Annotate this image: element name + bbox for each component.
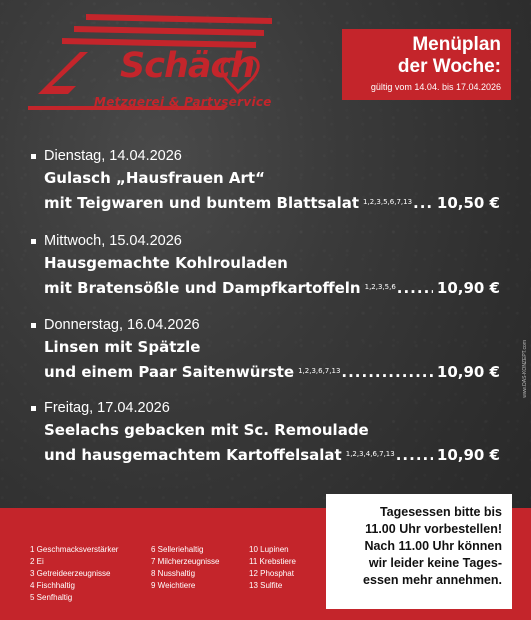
dish-name: Seelachs gebacken mit Sc. Remoulade: [44, 421, 369, 439]
menu-item: [30, 146, 500, 216]
allergen-entry: 2 Ei: [30, 557, 44, 566]
allergen-codes: 1,2,3,6,7,13: [298, 367, 341, 375]
dish-detail: [30, 360, 500, 385]
allergen-entry: 4 Fischhaltig: [30, 581, 75, 590]
leader-dots: [413, 191, 433, 216]
dish-side: und einem Paar Saitenwürste: [44, 363, 295, 381]
allergen-entry: 3 Getreideerzeugnisse: [30, 569, 111, 578]
allergen-entry: 6 Selleriehaltig: [151, 545, 204, 554]
allergen-column-2: [151, 544, 219, 592]
notice-line: Tagesessen bitte bis: [379, 505, 502, 519]
menu-item: [30, 398, 500, 468]
notice-line: 11.00 Uhr vorbestellen!: [365, 522, 502, 536]
allergen-entry: 1 Geschmacksverstärker: [30, 545, 119, 554]
title-line-1: Menüplan: [412, 34, 501, 55]
price: 10,50 €: [436, 194, 500, 212]
allergen-entry: 8 Nusshaltig: [151, 569, 196, 578]
dish-name: Hausgemachte Kohlrouladen: [44, 254, 288, 272]
allergen-codes: 1,2,3,4,6,7,13: [345, 450, 395, 458]
preorder-notice: [326, 494, 512, 609]
allergen-codes: 1,2,3,5,6,7,13: [363, 198, 413, 206]
dish-detail: [30, 443, 500, 468]
dish-name: Gulasch „Hausfrauen Art“: [44, 169, 265, 187]
dish-side: mit Teigwaren und buntem Blattsalat: [44, 194, 360, 212]
allergen-entry: 12 Phosphat: [249, 569, 294, 578]
title-box: [342, 29, 511, 100]
leader-dots: [396, 443, 433, 468]
leader-dots: [397, 276, 433, 301]
logo-tagline: Metzgerei & Partyservice: [94, 95, 272, 109]
menu-item: [30, 315, 500, 385]
allergen-entry: 5 Senfhaltig: [30, 593, 73, 602]
logo: [28, 12, 278, 132]
menu-day: Freitag, 17.04.2026: [30, 398, 500, 418]
menu-day: Mittwoch, 15.04.2026: [30, 231, 500, 251]
dish-side: und hausgemachtem Kartoffelsalat: [44, 446, 342, 464]
dish-side: mit Bratensößle und Dampfkartoffeln: [44, 279, 361, 297]
logo-wordmark: Schäch: [120, 46, 255, 86]
price: 10,90 €: [436, 446, 500, 464]
allergen-entry: 10 Lupinen: [249, 545, 289, 554]
allergen-entry: 9 Weichtiere: [151, 581, 196, 590]
menu-item: [30, 231, 500, 301]
price: 10,90 €: [436, 279, 500, 297]
leader-dots: [341, 360, 432, 385]
designer-credit: www.DAS-KONZEPT.com: [522, 340, 528, 398]
validity-text: gültig vom 14.04. bis 17.04.2026: [370, 82, 501, 92]
title-line-2: der Woche:: [397, 56, 501, 77]
price: 10,90 €: [436, 363, 500, 381]
allergen-codes: 1,2,3,5,6: [364, 283, 396, 291]
notice-line: wir leider keine Tages-: [368, 556, 502, 570]
allergen-entry: 13 Sulfite: [249, 581, 283, 590]
allergen-column-3: [249, 544, 296, 592]
notice-line: essen mehr annehmen.: [363, 573, 502, 587]
dish-detail: [30, 276, 500, 301]
dish-name: Linsen mit Spätzle: [44, 338, 201, 356]
notice-line: Nach 11.00 Uhr können: [364, 539, 502, 553]
allergen-entry: 7 Milcherzeugnisse: [151, 557, 220, 566]
dish-detail: [30, 191, 500, 216]
menu-day: Donnerstag, 16.04.2026: [30, 315, 500, 335]
allergen-entry: 11 Krebstiere: [249, 557, 296, 566]
allergen-column-1: [30, 544, 118, 604]
menu-day: Dienstag, 14.04.2026: [30, 146, 500, 166]
